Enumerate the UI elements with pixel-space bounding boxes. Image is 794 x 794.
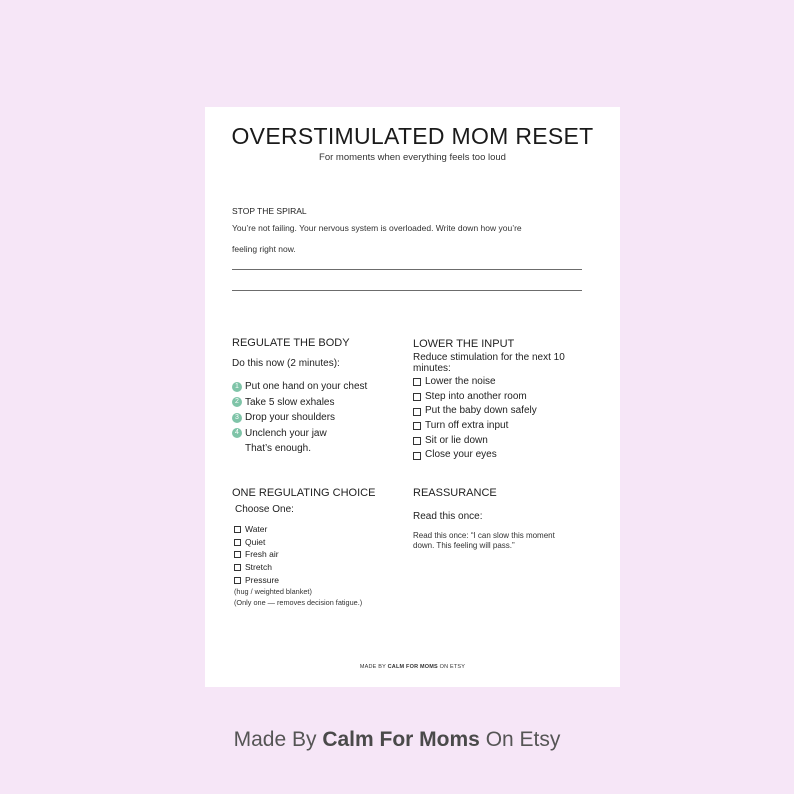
lower-input-heading: LOWER THE INPUT xyxy=(413,338,515,350)
checkbox-icon[interactable] xyxy=(234,564,241,571)
caption-prefix: Made By xyxy=(233,728,317,751)
lower-input-checklist xyxy=(413,375,537,463)
reassurance-quote-line-2: down. This feeling will pass.” xyxy=(413,541,515,550)
list-item[interactable] xyxy=(234,523,279,536)
choice-text: Pressure xyxy=(245,574,280,585)
checklist-text: Step into another room xyxy=(425,390,527,402)
reassurance-quote xyxy=(413,531,555,551)
step-text: Take 5 slow exhales xyxy=(245,396,335,408)
step-text: Drop your shoulders xyxy=(245,412,336,423)
checklist-text: Lower the noise xyxy=(425,376,496,387)
list-item[interactable] xyxy=(413,404,537,419)
lower-input-intro-line-2: minutes: xyxy=(413,363,451,374)
regulate-steps xyxy=(232,379,367,441)
list-item[interactable] xyxy=(413,448,537,463)
checklist-text: Put the baby down safely xyxy=(425,405,537,417)
list-item xyxy=(232,426,367,442)
stop-spiral-text-2: feeling right now. xyxy=(232,244,296,254)
choice-text: Quiet xyxy=(245,536,266,547)
checklist-text: Sit or lie down xyxy=(425,434,488,446)
step-number-badge: 4 xyxy=(232,428,242,438)
list-item[interactable] xyxy=(413,419,537,434)
regulate-heading: REGULATE THE BODY xyxy=(232,337,350,349)
choice-heading: ONE REGULATING CHOICE xyxy=(232,487,376,499)
choice-note-2: (Only one — removes decision fatigue.) xyxy=(234,598,363,607)
checkbox-icon[interactable] xyxy=(234,577,241,584)
shop-caption xyxy=(0,728,794,752)
checkbox-icon[interactable] xyxy=(413,393,421,401)
regulate-closing: That’s enough. xyxy=(245,443,311,454)
checkbox-icon[interactable] xyxy=(413,422,421,430)
writing-line-2[interactable] xyxy=(232,290,582,291)
worksheet-footer xyxy=(205,664,620,670)
checkbox-icon[interactable] xyxy=(234,551,241,558)
checkbox-icon[interactable] xyxy=(413,408,421,416)
list-item xyxy=(232,410,367,426)
reassurance-intro: Read this once: xyxy=(413,511,483,522)
worksheet-page xyxy=(205,107,620,687)
checkbox-icon[interactable] xyxy=(234,539,241,546)
checklist-text: Turn off extra input xyxy=(425,420,509,432)
footer-prefix: MADE BY xyxy=(359,664,386,670)
checklist-text: Close your eyes xyxy=(425,449,497,461)
step-number-badge: 3 xyxy=(232,413,242,423)
step-number-badge: 2 xyxy=(232,397,242,407)
checkbox-icon[interactable] xyxy=(413,452,421,460)
step-text: Put one hand on your chest xyxy=(245,381,368,392)
list-item[interactable] xyxy=(413,375,537,390)
stop-spiral-heading: STOP THE SPIRAL xyxy=(232,206,307,216)
list-item[interactable] xyxy=(234,574,279,587)
choice-checklist xyxy=(234,523,279,586)
worksheet-title: OVERSTIMULATED MOM RESET xyxy=(231,123,594,149)
lower-input-intro-line-1: Reduce stimulation for the next 10 xyxy=(413,352,565,363)
writing-line-1[interactable] xyxy=(232,269,582,270)
choice-text: Fresh air xyxy=(245,549,279,560)
list-item[interactable] xyxy=(234,536,279,549)
step-number-badge: 1 xyxy=(232,382,242,392)
caption-brand: Calm For Moms xyxy=(322,728,480,751)
stop-spiral-text-1: You’re not failing. Your nervous system is overloaded. Write down how you’re xyxy=(232,223,522,233)
list-item xyxy=(232,395,367,411)
step-text: Unclench your jaw xyxy=(245,427,327,439)
regulate-intro: Do this now (2 minutes): xyxy=(232,358,340,369)
footer-suffix: ON ETSY xyxy=(439,664,466,670)
choice-text: Water xyxy=(245,524,268,534)
list-item[interactable] xyxy=(234,561,279,574)
caption-suffix: On Etsy xyxy=(485,728,561,751)
checkbox-icon[interactable] xyxy=(413,378,421,386)
choice-intro: Choose One: xyxy=(235,504,294,515)
worksheet-subtitle: For moments when everything feels too loud xyxy=(319,152,506,163)
footer-brand: CALM FOR MOMS xyxy=(387,664,438,670)
list-item[interactable] xyxy=(413,434,537,449)
choice-note-1: (hug / weighted blanket) xyxy=(234,587,312,596)
choice-notes xyxy=(234,586,362,608)
checkbox-icon[interactable] xyxy=(413,437,421,445)
reassurance-quote-line-1: Read this once: “I can slow this moment xyxy=(413,531,555,540)
checkbox-icon[interactable] xyxy=(234,526,241,533)
reassurance-heading: REASSURANCE xyxy=(413,487,497,499)
list-item xyxy=(232,379,367,395)
list-item[interactable] xyxy=(234,548,279,561)
lower-input-intro xyxy=(413,352,565,374)
list-item[interactable] xyxy=(413,390,537,405)
choice-text: Stretch xyxy=(245,562,272,573)
